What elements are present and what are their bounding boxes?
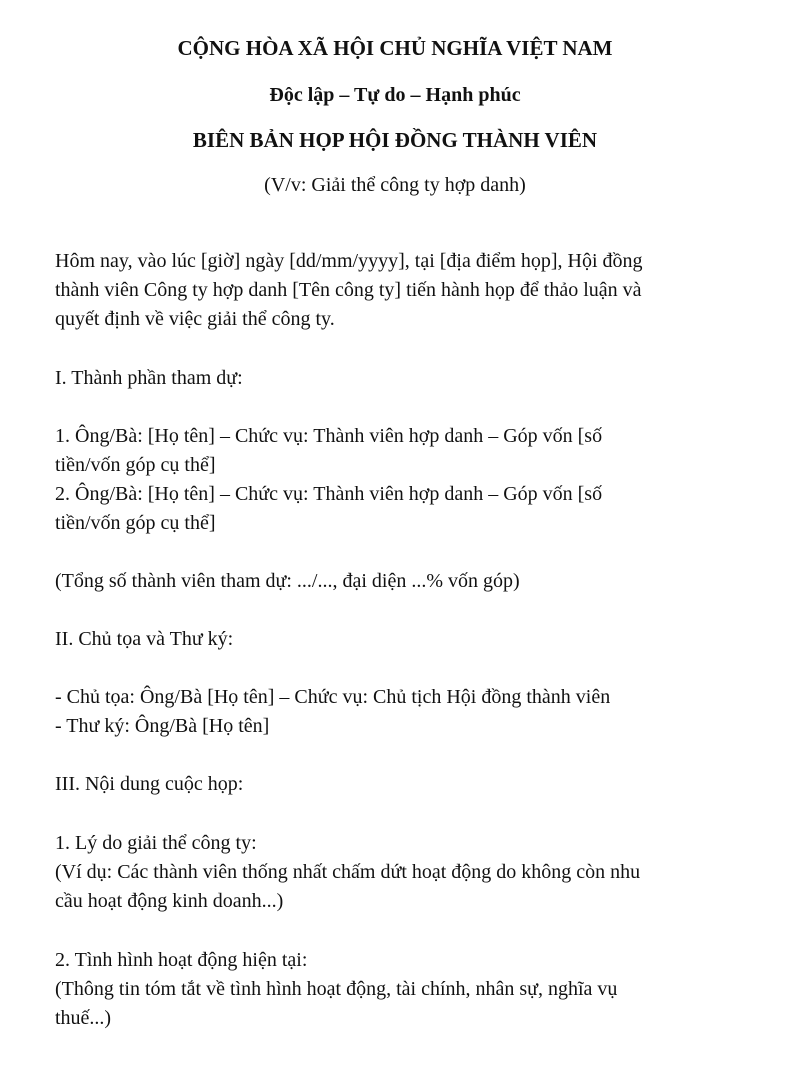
item-2-line: (Thông tin tóm tắt về tình hình hoạt động, tài chính, nhân sự, nghĩa vụ (55, 978, 618, 1000)
motto: Độc lập – Tự do – Hạnh phúc (269, 84, 521, 106)
item-1-title: 1. Lý do giải thể công ty: (55, 832, 257, 854)
chair-secretary-list (55, 683, 735, 741)
member-line: 1. Ông/Bà: [Họ tên] – Chức vụ: Thành viên hợp danh – Góp vốn [số (55, 425, 603, 447)
secretary-line: - Thư ký: Ông/Bà [Họ tên] (55, 715, 270, 737)
member-list (55, 422, 735, 538)
chair-line: - Chủ tọa: Ông/Bà [Họ tên] – Chức vụ: Chủ tịch Hội đồng thành viên (55, 686, 611, 708)
document-subject: (V/v: Giải thể công ty hợp danh) (264, 174, 526, 196)
intro-line: quyết định về việc giải thể công ty. (55, 308, 335, 330)
item-1 (55, 829, 735, 916)
member-line: tiền/vốn góp cụ thể] (55, 512, 216, 534)
section-3-heading: III. Nội dung cuộc họp: (55, 773, 244, 795)
member-line: 2. Ông/Bà: [Họ tên] – Chức vụ: Thành viên hợp danh – Góp vốn [số (55, 483, 603, 505)
section-2-heading: II. Chủ tọa và Thư ký: (55, 628, 234, 650)
national-title: CỘNG HÒA XÃ HỘI CHỦ NGHĨA VIỆT NAM (177, 36, 613, 60)
intro-line: Hôm nay, vào lúc [giờ] ngày [dd/mm/yyyy], tại [địa điểm họp], Hội đồng (55, 250, 643, 272)
item-2-line: thuế...) (55, 1007, 112, 1029)
intro-paragraph (55, 247, 735, 334)
section-1-heading: I. Thành phần tham dự: (55, 367, 243, 389)
document-title: BIÊN BẢN HỌP HỘI ĐỒNG THÀNH VIÊN (192, 128, 598, 152)
item-2 (55, 946, 735, 1033)
attendance-total: (Tổng số thành viên tham dự: .../..., đại diện ...% vốn góp) (55, 570, 520, 592)
item-1-line: cầu hoạt động kinh doanh...) (55, 890, 284, 912)
intro-line: thành viên Công ty hợp danh [Tên công ty] tiến hành họp để thảo luận và (55, 279, 642, 301)
item-1-line: (Ví dụ: Các thành viên thống nhất chấm dứt hoạt động do không còn nhu (55, 861, 641, 883)
item-2-title: 2. Tình hình hoạt động hiện tại: (55, 949, 308, 971)
member-line: tiền/vốn góp cụ thể] (55, 454, 216, 476)
